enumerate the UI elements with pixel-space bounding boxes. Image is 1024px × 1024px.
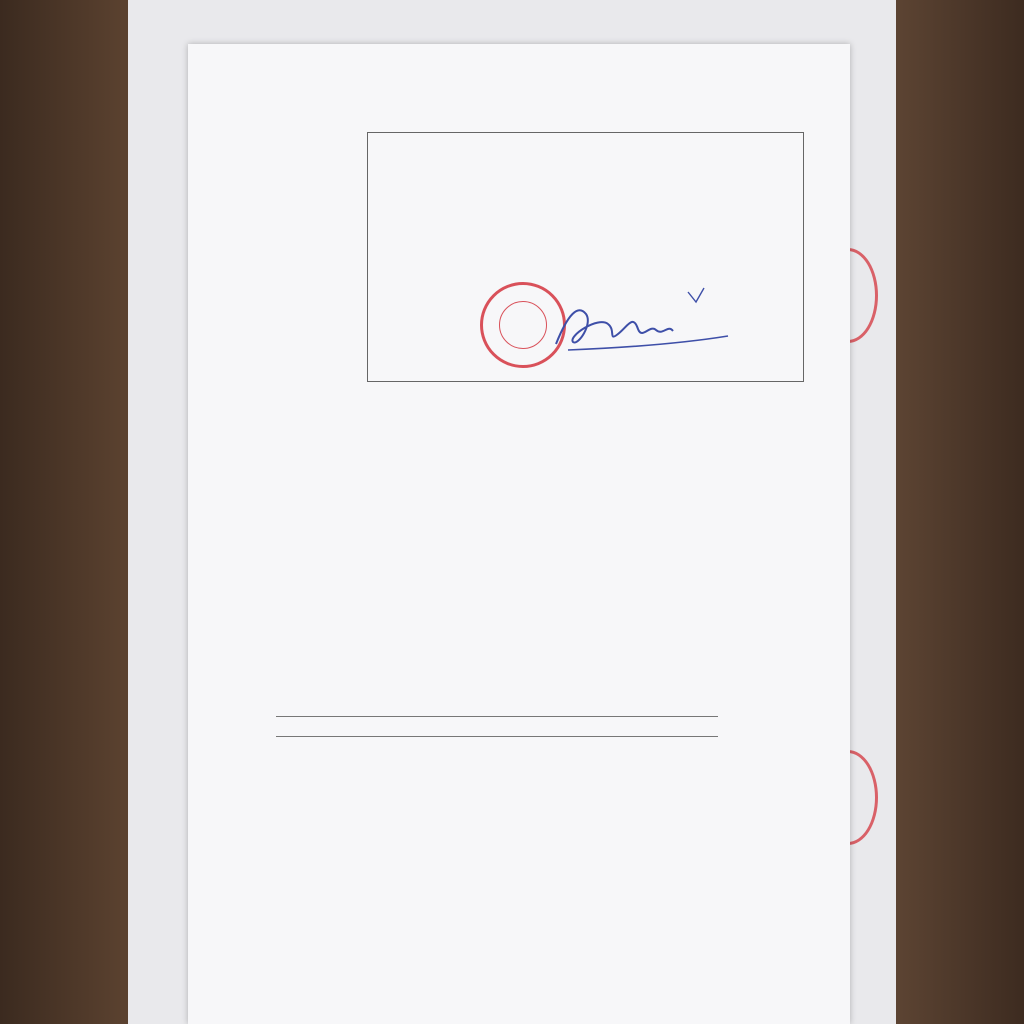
signature-icon [538, 284, 738, 364]
corner-handwritten-mark [192, 46, 222, 72]
form-page [188, 44, 850, 1024]
variants-line-2 [276, 736, 718, 737]
variants-line-1 [276, 716, 718, 717]
